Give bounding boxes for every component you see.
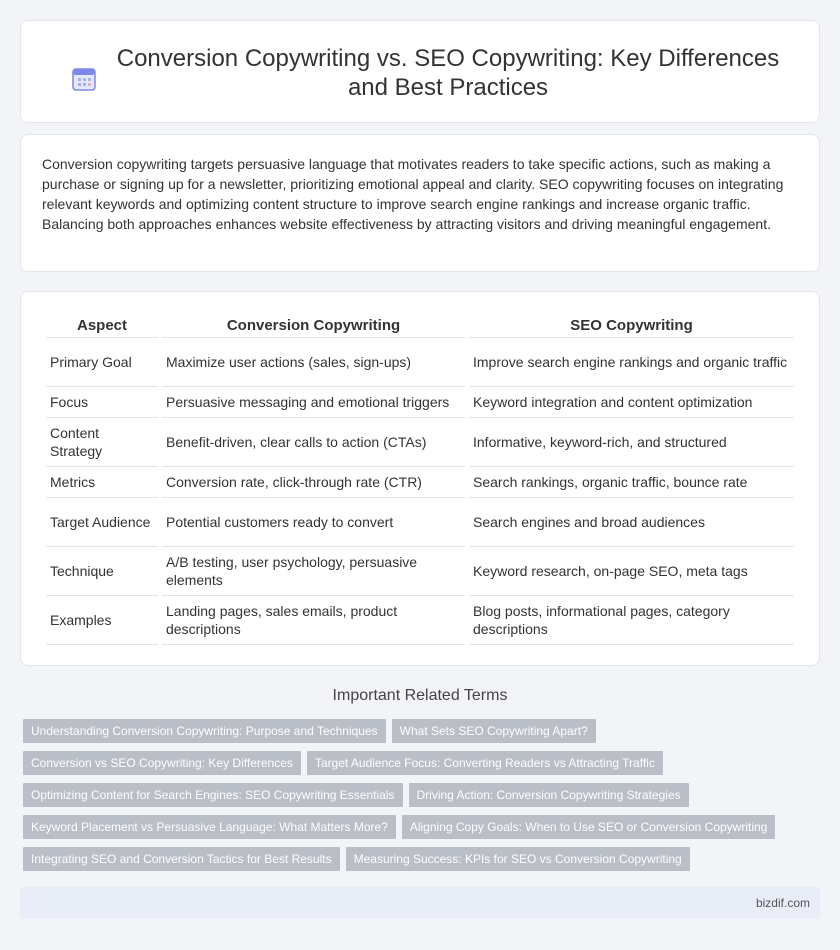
related-term-tag[interactable]: Measuring Success: KPIs for SEO vs Conversion Copywriting [346,847,690,871]
header-conversion: Conversion Copywriting [162,314,465,338]
related-term-tag[interactable]: What Sets SEO Copywriting Apart? [392,719,596,743]
table-row [46,338,794,387]
row-aspect: Content Strategy [46,418,158,467]
row-conversion: Persuasive messaging and emotional triggers [162,387,465,418]
row-aspect: Technique [46,547,158,596]
row-seo: Keyword research, on-page SEO, meta tags [469,547,794,596]
related-term-tag[interactable]: Integrating SEO and Conversion Tactics for Best Results [23,847,340,871]
row-conversion: Potential customers ready to convert [162,498,465,547]
table-row [46,418,794,467]
row-seo: Improve search engine rankings and organic traffic [469,338,794,387]
row-conversion: Benefit-driven, clear calls to action (CTAs) [162,418,465,467]
intro-paragraph: Conversion copywriting targets persuasive language that motivates readers to take specific actions, such as making a purchase or signing up for a newsletter, prioritizing emotional appeal and clarity. SEO copywriting focuses on integrating relevant keywords and optimizing content structure to improve search engine rankings and increase organic traffic. Balancing both approaches enhances website effectiveness by attracting visitors and driving meaningful engagement. [42,156,784,232]
related-term-tag[interactable]: Optimizing Content for Search Engines: SEO Copywriting Essentials [23,783,403,807]
table-row [46,467,794,498]
row-seo: Keyword integration and content optimization [469,387,794,418]
header-aspect: Aspect [46,314,158,338]
related-term-tag[interactable]: Keyword Placement vs Persuasive Language: What Matters More? [23,815,396,839]
header-seo: SEO Copywriting [469,314,794,338]
table-row [46,498,794,547]
row-seo: Search engines and broad audiences [469,498,794,547]
related-terms-list [23,719,783,879]
related-term-tag[interactable]: Understanding Conversion Copywriting: Purpose and Techniques [23,719,386,743]
row-aspect: Target Audience [46,498,158,547]
related-terms-heading: Important Related Terms [332,687,508,704]
related-term-tag[interactable]: Driving Action: Conversion Copywriting Strategies [409,783,689,807]
intro-card [20,134,820,272]
comparison-table [42,314,798,645]
calendar-icon [71,66,97,92]
row-conversion: Maximize user actions (sales, sign-ups) [162,338,465,387]
row-conversion: Conversion rate, click-through rate (CTR) [162,467,465,498]
table-row [46,387,794,418]
related-term-tag[interactable]: Conversion vs SEO Copywriting: Key Differences [23,751,301,775]
footer [20,887,820,919]
row-conversion: A/B testing, user psychology, persuasive elements [162,547,465,596]
row-seo: Informative, keyword-rich, and structured [469,418,794,467]
related-term-tag[interactable]: Aligning Copy Goals: When to Use SEO or Conversion Copywriting [402,815,776,839]
row-aspect: Primary Goal [46,338,158,387]
row-aspect: Focus [46,387,158,418]
table-row [46,596,794,645]
comparison-table-card [20,291,820,666]
table-row [46,547,794,596]
row-seo: Blog posts, informational pages, category descriptions [469,596,794,645]
table-header-row [46,314,794,338]
row-seo: Search rankings, organic traffic, bounce rate [469,467,794,498]
footer-site-link[interactable]: bizdif.com [755,896,810,910]
page-title: Conversion Copywriting vs. SEO Copywriting: Key Differences and Best Practices [116,45,780,101]
row-aspect: Metrics [46,467,158,498]
title-card [20,20,820,123]
related-term-tag[interactable]: Target Audience Focus: Converting Readers vs Attracting Traffic [307,751,663,775]
row-aspect: Examples [46,596,158,645]
row-conversion: Landing pages, sales emails, product descriptions [162,596,465,645]
